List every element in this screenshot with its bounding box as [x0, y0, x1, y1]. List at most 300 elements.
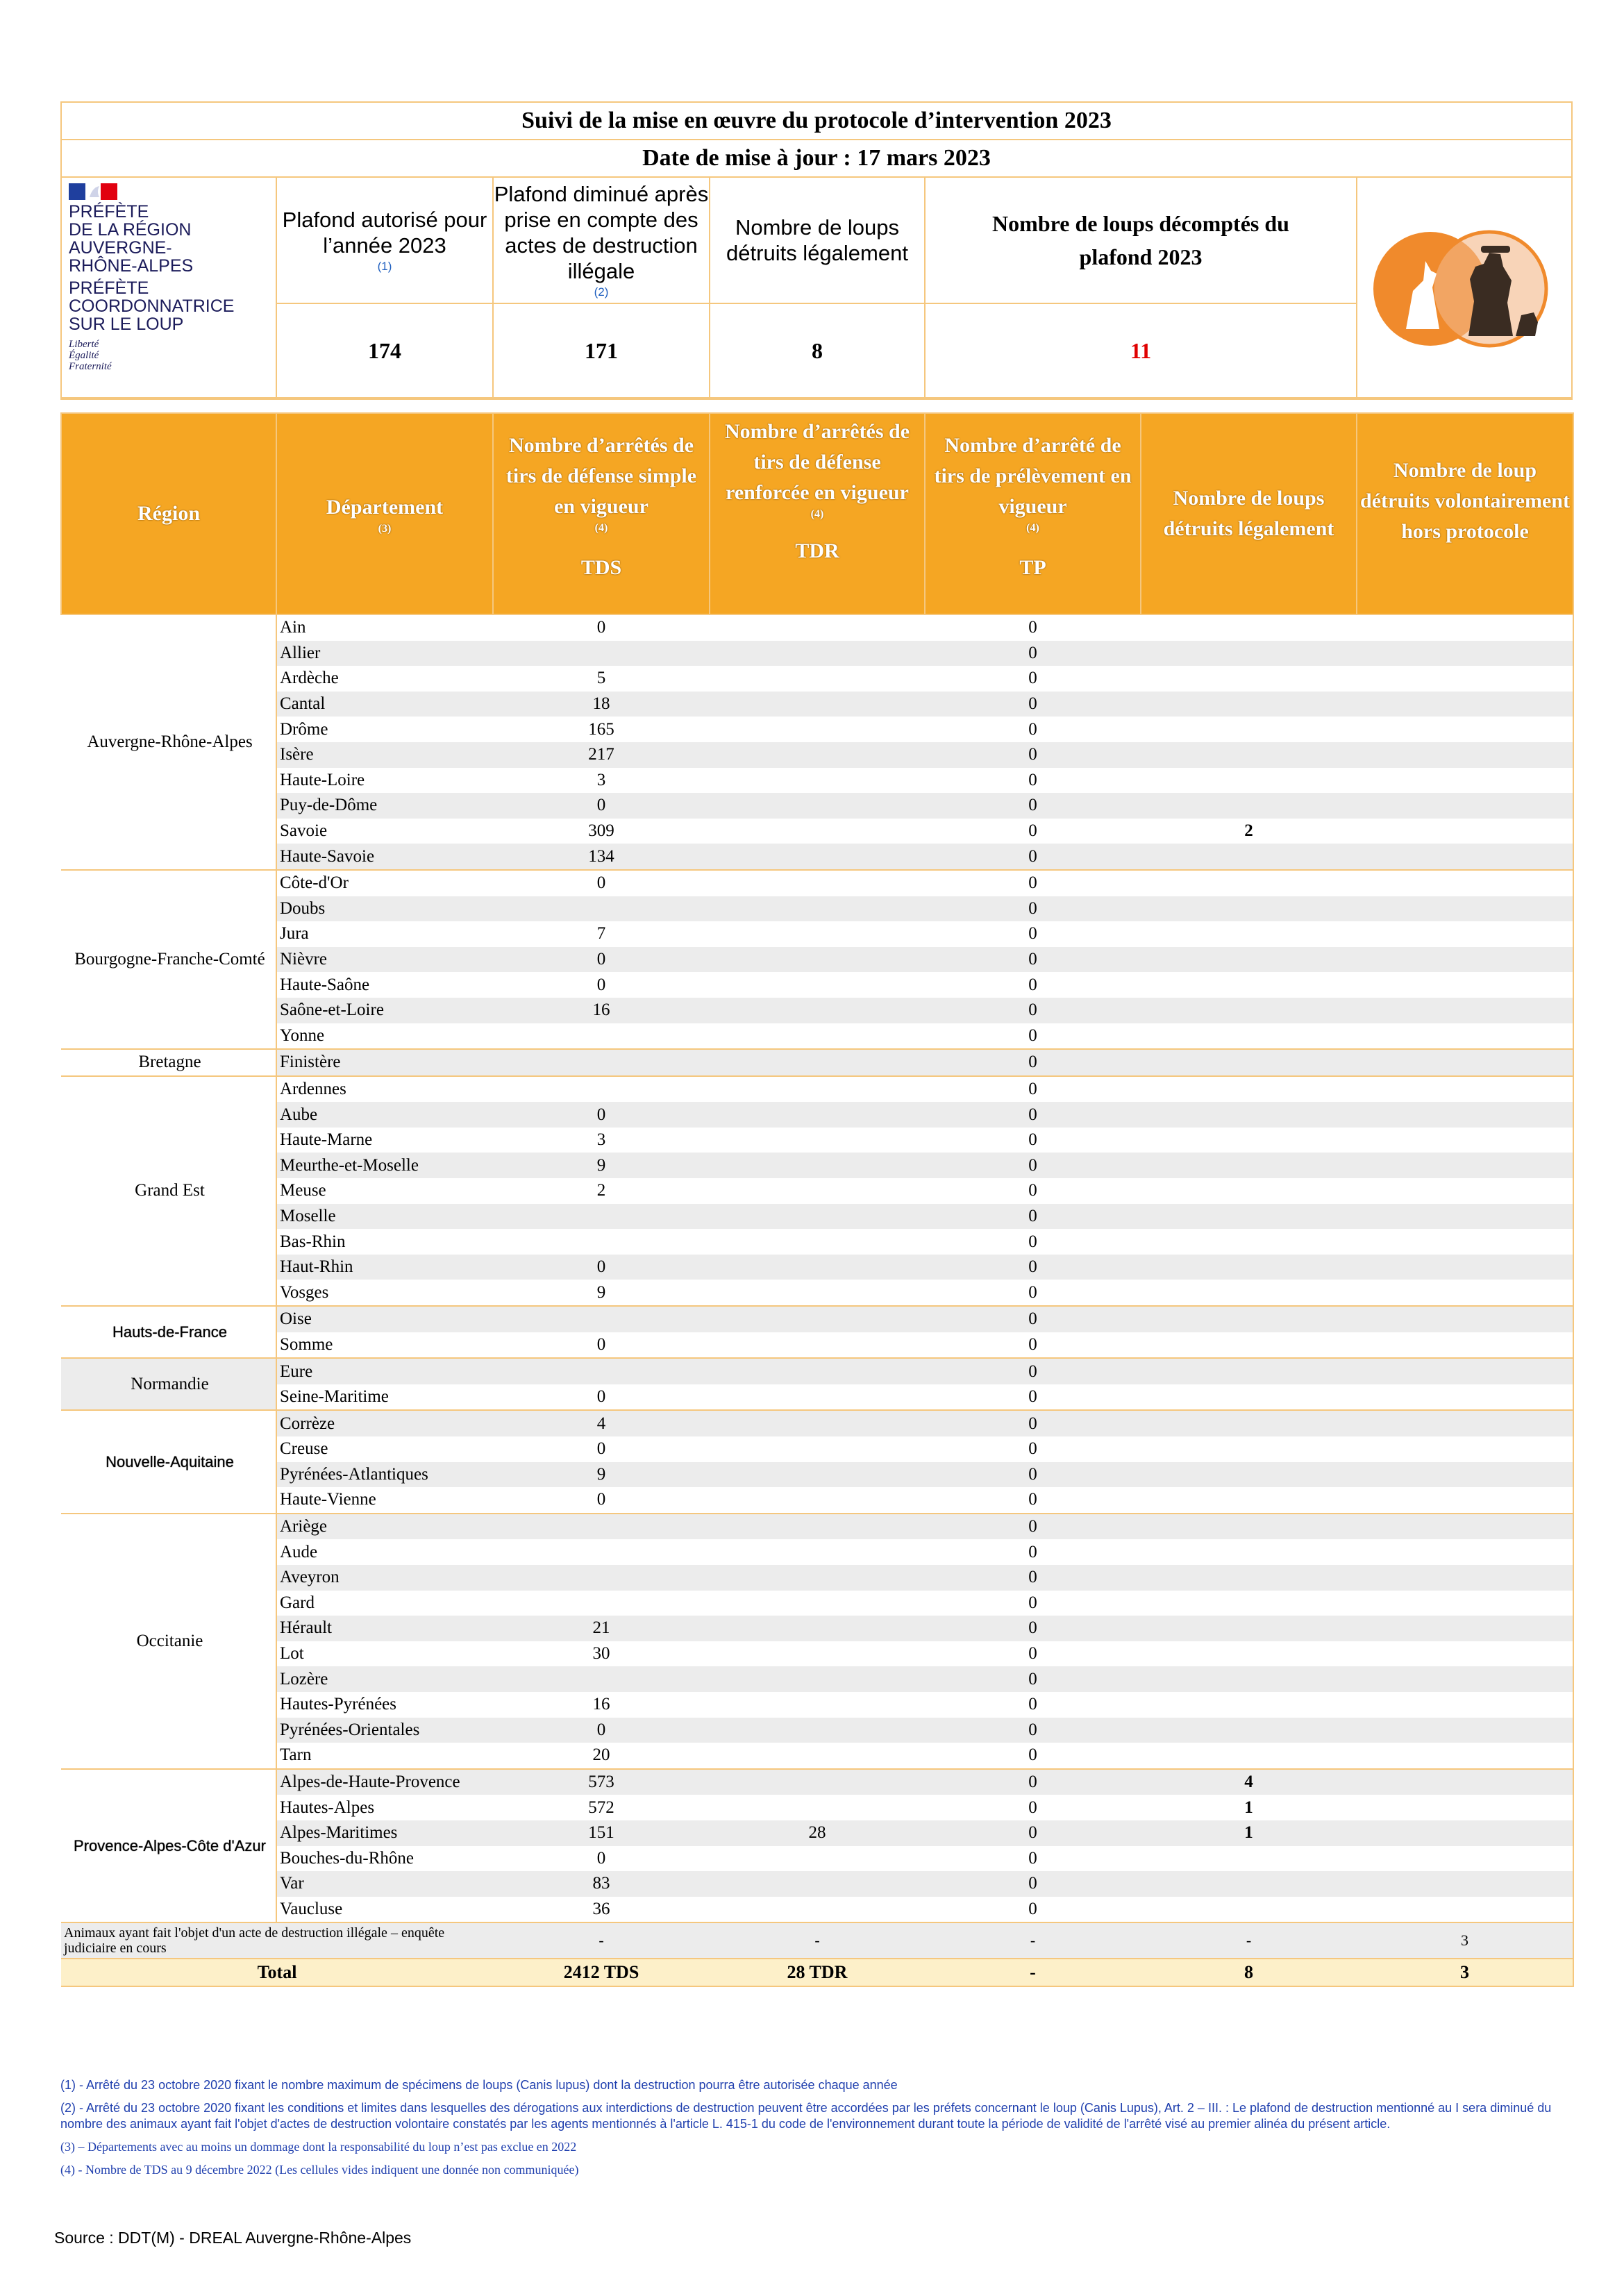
tp-cell: 0: [1028, 770, 1037, 789]
tp-cell: 0: [1028, 1181, 1037, 1200]
tp-cell: 0: [1028, 1798, 1037, 1817]
tp-cell: 0: [925, 1255, 1141, 1280]
departement-cell: Moselle: [276, 1204, 493, 1230]
departement-cell: Tarn: [280, 1745, 312, 1765]
table-row: [61, 717, 1573, 742]
total-hors-cell: 3: [1357, 1959, 1573, 1986]
legal-cell: [1141, 1280, 1357, 1306]
loups-decomptes-header: Nombre de loups décomptés du plafond 2023: [926, 178, 1357, 304]
departement-cell: Lozère: [276, 1666, 493, 1692]
legal-cell: [1141, 1539, 1357, 1565]
tdr-cell: [710, 1795, 925, 1820]
tds-cell: 0: [493, 614, 710, 641]
departement-cell: Corrèze: [276, 1410, 493, 1436]
loups-decomptes-value: 11: [926, 304, 1357, 399]
tp-cell: 0: [925, 1076, 1141, 1103]
hors-protocole-cell: [1357, 1743, 1573, 1769]
tp-cell: 0: [925, 1514, 1141, 1540]
tds-cell: 18: [493, 692, 710, 717]
tp-cell: 0: [925, 1616, 1141, 1641]
tp-cell: 0: [1028, 821, 1037, 841]
legal-cell: [1141, 1153, 1357, 1178]
hors-protocole-cell: [1357, 819, 1573, 844]
tdr-cell: [710, 844, 925, 870]
tds-cell: 83: [493, 1871, 710, 1897]
legal-cell: [1141, 1462, 1357, 1488]
tp-cell: 0: [1028, 1025, 1037, 1045]
tds-cell: [493, 1049, 710, 1076]
departement-cell: Hautes-Pyrénées: [280, 1695, 396, 1714]
hors-protocole-cell: [1357, 1514, 1573, 1540]
table-row: [61, 1358, 1573, 1384]
tp-cell: 0: [1028, 1644, 1037, 1664]
departement-cell: Var: [276, 1871, 493, 1897]
tdr-cell: [710, 793, 925, 819]
departement-cell: Ardennes: [276, 1076, 493, 1103]
tp-cell: 0: [1028, 1490, 1037, 1509]
tdr-cell: [710, 947, 925, 973]
total-legal-cell: 8: [1141, 1959, 1357, 1986]
tds-cell: 9: [596, 1282, 606, 1302]
table-row: [61, 1487, 1573, 1514]
hors-protocole-cell: [1357, 1204, 1573, 1230]
hors-protocole-cell: [1357, 896, 1573, 922]
tds-cell: 0: [493, 1718, 710, 1743]
legal-cell: [1141, 947, 1357, 973]
legal-cell: [1141, 1487, 1357, 1514]
footnote-1: (1) - Arrêté du 23 octobre 2020 fixant le nombre maximum de spécimens de loups (Canis lupus) dont la destruction pourra être autorisée chaque année: [60, 2078, 898, 2092]
total-label: Total: [61, 1959, 493, 1986]
table-row: [61, 1436, 1573, 1462]
tdr-cell: [710, 1049, 925, 1076]
table-row: [61, 1718, 1573, 1743]
tds-cell: 16: [493, 998, 710, 1023]
table-body: [61, 614, 1573, 1986]
table-row: [61, 614, 1573, 641]
tdr-cell: [710, 1718, 925, 1743]
header-legal: Nombre de loups détruits légalement: [1141, 413, 1357, 614]
legal-cell: [1141, 998, 1357, 1023]
tds-cell: 16: [592, 1695, 610, 1714]
tp-cell: 0: [1028, 1334, 1037, 1354]
table-row: [61, 1229, 1573, 1255]
tdr-cell: [710, 1153, 925, 1178]
tds-cell: 0: [596, 1439, 606, 1459]
hors-protocole-cell: [1357, 1487, 1573, 1514]
tds-cell: [493, 1565, 710, 1591]
tp-cell: 0: [925, 998, 1141, 1023]
tdr-cell: [710, 1128, 925, 1153]
legal-cell: [1141, 1514, 1357, 1540]
tdr-cell: [710, 1280, 925, 1306]
header-tds: Nombre d’arrêtés de tirs de défense simple en vigueur (4) TDS: [493, 413, 710, 614]
footnote-2: (2) - Arrêté du 23 octobre 2020 fixant les conditions et limites dans lesquelles des dérogations aux interdictions de destruction peuvent être accordées par les préfets concernant le loup (Canis Lupus), Art. 2 – III. : Le plafond de destruction mentionné au I sera diminué du nombre des animaux ayant fait l'objet d'actes de destruction volontaire constatés par les agents mentionnés à l'article L. 415-1 du code de l'environnement durant toute la période de validité de l'arrêté visé au premier alinéa du présent article.: [60, 2101, 1552, 2131]
departement-cell: Haute-Saône: [280, 975, 370, 994]
departement-cell: Bas-Rhin: [280, 1232, 346, 1251]
tdr-cell: [710, 1769, 925, 1795]
hors-protocole-cell: [1357, 1692, 1573, 1718]
hors-protocole-cell: [1357, 1795, 1573, 1820]
tds-cell: 0: [493, 870, 710, 896]
prefecture-logo: [62, 178, 277, 399]
legal-cell: 4: [1141, 1769, 1357, 1795]
loups-detruits-value: 8: [710, 304, 926, 399]
wolf-illustration: [1357, 178, 1573, 399]
tds-cell: 7: [596, 924, 606, 944]
departement-cell: Ardèche: [280, 669, 339, 688]
legal-cell: [1141, 614, 1357, 641]
tdr-cell: [710, 1897, 925, 1923]
tdr-cell: [710, 1743, 925, 1769]
summary-header: [60, 101, 1573, 400]
tds-cell: 3: [596, 770, 606, 789]
hors-protocole-cell: [1357, 1718, 1573, 1743]
departement-cell: Yonne: [280, 1025, 325, 1045]
illegal-hors-cell: 3: [1357, 1922, 1573, 1959]
hors-protocole-cell: [1357, 1871, 1573, 1897]
logo-line: PRÉFÈTE: [69, 278, 149, 298]
logo-line: PRÉFÈTE: [69, 202, 149, 221]
departement-cell: Haute-Marne: [280, 1130, 373, 1150]
tp-cell: 0: [1028, 719, 1037, 739]
tdr-cell: [710, 1358, 925, 1384]
illegal-row-label: Animaux ayant fait l'objet d'un acte de destruction illégale – enquête judiciaire en cours: [61, 1922, 493, 1959]
tdr-cell: [710, 819, 925, 844]
hors-protocole-cell: [1357, 947, 1573, 973]
tp-cell: 0: [925, 793, 1141, 819]
source-line: Source : DDT(M) - DREAL Auvergne-Rhône-Alpes: [54, 2229, 412, 2247]
legal-cell: [1141, 1846, 1357, 1872]
departement-cell: Creuse: [280, 1439, 328, 1459]
total-row: [61, 1959, 1573, 1986]
table-row: [61, 666, 1573, 692]
tds-cell: 309: [588, 821, 614, 841]
table-row: [61, 1049, 1573, 1076]
table-row: [61, 1871, 1573, 1897]
tp-cell: 0: [1028, 1232, 1037, 1251]
table-row: [61, 819, 1573, 844]
tds-cell: [493, 896, 710, 922]
legal-cell: [1141, 1229, 1357, 1255]
tdr-cell: [710, 1102, 925, 1128]
tds-cell: 572: [588, 1798, 614, 1817]
hors-protocole-cell: [1357, 870, 1573, 896]
departement-cell: Doubs: [276, 896, 493, 922]
illegal-tdr-cell: -: [710, 1922, 925, 1959]
departement-cell: Aude: [280, 1542, 318, 1561]
hors-protocole-cell: [1357, 1049, 1573, 1076]
logo-line: RHÔNE-ALPES: [69, 256, 194, 276]
tdr-cell: [710, 692, 925, 717]
departement-cell: Bouches-du-Rhône: [280, 1848, 415, 1868]
logo-motto: [69, 339, 112, 372]
tdr-cell: [710, 1384, 925, 1411]
table-row: [61, 1280, 1573, 1306]
table-row: [61, 1897, 1573, 1923]
table-row: [61, 896, 1573, 922]
table-row: [61, 1076, 1573, 1103]
departement-cell: Meuse: [280, 1181, 326, 1200]
tdr-cell: [710, 896, 925, 922]
table-row: [61, 793, 1573, 819]
hors-protocole-cell: [1357, 1384, 1573, 1411]
region-cell: Nouvelle-Aquitaine: [61, 1410, 276, 1513]
tdr-cell: [710, 870, 925, 896]
tdr-cell: [710, 717, 925, 742]
hors-protocole-cell: [1357, 742, 1573, 768]
logo-line: COORDONNATRICE: [69, 296, 235, 316]
header-hors-protocole: Nombre de loup détruits volontairement hors protocole: [1357, 413, 1573, 614]
table-row: [61, 921, 1573, 947]
tds-cell: 165: [588, 719, 614, 739]
departement-cell: Savoie: [280, 821, 328, 841]
legal-cell: [1141, 1178, 1357, 1204]
tp-cell: 0: [925, 1049, 1141, 1076]
departement-cell: Isère: [276, 742, 493, 768]
illegal-tds-cell: -: [493, 1922, 710, 1959]
departement-cell: Oise: [276, 1306, 493, 1332]
departement-cell: Haute-Savoie: [276, 844, 493, 870]
hors-protocole-cell: [1357, 972, 1573, 998]
tdr-cell: [710, 1487, 925, 1514]
table-row: [61, 1616, 1573, 1641]
legal-cell: [1141, 972, 1357, 998]
tdr-cell: [710, 1514, 925, 1540]
table-row: [61, 870, 1573, 896]
departement-cell: Puy-de-Dôme: [276, 793, 493, 819]
legal-cell: [1141, 1591, 1357, 1616]
table-row: [61, 1591, 1573, 1616]
region-cell: Bourgogne-Franche-Comté: [61, 870, 276, 1049]
hors-protocole-cell: [1357, 666, 1573, 692]
departement-cell: Jura: [280, 924, 309, 944]
tp-cell: 0: [925, 1358, 1141, 1384]
legal-cell: [1141, 1718, 1357, 1743]
region-cell: Hauts-de-France: [61, 1306, 276, 1358]
tp-cell: 0: [1028, 1130, 1037, 1150]
hors-protocole-cell: [1357, 1616, 1573, 1641]
tds-cell: 21: [493, 1616, 710, 1641]
legal-cell: 2: [1244, 821, 1253, 841]
logo-line: AUVERGNE-: [69, 238, 172, 258]
hors-protocole-cell: [1357, 1820, 1573, 1846]
departement-cell: Saône-et-Loire: [276, 998, 493, 1023]
logo-motto-line: Égalité: [69, 350, 99, 361]
hors-protocole-cell: [1357, 1332, 1573, 1359]
tds-cell: 3: [596, 1130, 606, 1150]
legal-cell: [1141, 1871, 1357, 1897]
tp-cell: 0: [925, 844, 1141, 870]
tp-cell: 0: [925, 947, 1141, 973]
tdr-cell: [710, 1692, 925, 1718]
departement-cell: Drôme: [280, 719, 328, 739]
tp-cell: 0: [925, 1153, 1141, 1178]
departement-cell: Vaucluse: [280, 1899, 343, 1918]
tds-cell: [493, 1306, 710, 1332]
region-cell: Occitanie: [61, 1514, 276, 1769]
table-row: [61, 1539, 1573, 1565]
hors-protocole-cell: [1357, 1641, 1573, 1667]
marianne-flag-icon: [69, 183, 117, 200]
departement-cell: Alpes-de-Haute-Provence: [276, 1769, 493, 1795]
departement-cell: Gard: [280, 1593, 315, 1612]
tdr-cell: [710, 1332, 925, 1359]
tp-cell: 0: [1028, 1387, 1037, 1407]
tds-cell: 0: [493, 1255, 710, 1280]
tp-cell: 0: [1028, 924, 1037, 944]
header-region: Région: [61, 413, 276, 614]
departement-cell: Alpes-Maritimes: [276, 1820, 493, 1846]
total-tdr-cell: 28 TDR: [710, 1959, 925, 1986]
tds-cell: 9: [493, 1153, 710, 1178]
tdr-cell: [710, 1076, 925, 1103]
plafond-diminue-header: Plafond diminué après prise en compte des actes de destruction illégale (2): [494, 178, 710, 304]
illegal-tp-cell: -: [925, 1922, 1141, 1959]
interventions-table: [60, 412, 1574, 1987]
document-title: Suivi de la mise en œuvre du protocole d’intervention 2023: [62, 103, 1571, 140]
tds-cell: 217: [493, 742, 710, 768]
logo-line: SUR LE LOUP: [69, 315, 184, 334]
legal-cell: [1141, 1255, 1357, 1280]
region-cell: Normandie: [61, 1358, 276, 1410]
tds-cell: 0: [596, 1490, 606, 1509]
hors-protocole-cell: [1357, 1153, 1573, 1178]
table-row: [61, 1514, 1573, 1540]
tp-cell: 0: [925, 1102, 1141, 1128]
table-row: [61, 1846, 1573, 1872]
hors-protocole-cell: [1357, 768, 1573, 794]
tp-cell: 0: [925, 614, 1141, 641]
departement-cell: Cantal: [276, 692, 493, 717]
departement-cell: Aube: [276, 1102, 493, 1128]
departement-cell: Finistère: [276, 1049, 493, 1076]
hors-protocole-cell: [1357, 1539, 1573, 1565]
legal-cell: [1141, 1358, 1357, 1384]
tds-cell: 134: [493, 844, 710, 870]
table-row: [61, 1128, 1573, 1153]
legal-cell: [1141, 1641, 1357, 1667]
departement-cell: Haut-Rhin: [276, 1255, 493, 1280]
tp-cell: 0: [925, 1871, 1141, 1897]
hors-protocole-cell: [1357, 1591, 1573, 1616]
departement-cell: Hautes-Alpes: [280, 1798, 375, 1817]
tp-cell: 0: [1028, 1282, 1037, 1302]
departement-cell: Vosges: [280, 1282, 329, 1302]
tds-cell: [493, 1076, 710, 1103]
departement-cell: Allier: [276, 641, 493, 667]
hors-protocole-cell: [1357, 1229, 1573, 1255]
hors-protocole-cell: [1357, 1255, 1573, 1280]
legal-cell: [1141, 1128, 1357, 1153]
hors-protocole-cell: [1357, 921, 1573, 947]
tds-cell: 5: [596, 669, 606, 688]
plafond-autorise-header: Plafond autorisé pour l’année 2023 (1): [277, 178, 494, 304]
hors-protocole-cell: [1357, 1102, 1573, 1128]
table-row: [61, 1410, 1573, 1436]
tds-cell: 0: [493, 793, 710, 819]
legal-cell: 1: [1141, 1820, 1357, 1846]
tp-cell: 0: [925, 896, 1141, 922]
tdr-cell: [710, 1539, 925, 1565]
tdr-cell: [710, 1846, 925, 1872]
table-row: [61, 768, 1573, 794]
table-row: [61, 1102, 1573, 1128]
tds-cell: [493, 641, 710, 667]
header-tdr: Nombre d’arrêtés de tirs de défense renforcée en vigueur (4) TDR: [710, 413, 925, 614]
tdr-cell: 28: [710, 1820, 925, 1846]
table-row: [61, 1178, 1573, 1204]
hors-protocole-cell: [1357, 793, 1573, 819]
legal-cell: [1141, 1565, 1357, 1591]
departement-cell: Haute-Loire: [280, 770, 365, 789]
departement-cell: Ain: [276, 614, 493, 641]
table-row: [61, 1255, 1573, 1280]
table-row: [61, 1641, 1573, 1667]
legal-cell: [1141, 1743, 1357, 1769]
hors-protocole-cell: [1357, 1358, 1573, 1384]
departement-cell: Aveyron: [276, 1565, 493, 1591]
hors-protocole-cell: [1357, 1462, 1573, 1488]
legal-cell: [1141, 1049, 1357, 1076]
hors-protocole-cell: [1357, 1769, 1573, 1795]
tds-cell: 9: [493, 1462, 710, 1488]
illegal-destruction-row: [61, 1922, 1573, 1959]
tp-cell: 0: [1028, 1542, 1037, 1561]
hors-protocole-cell: [1357, 614, 1573, 641]
tds-cell: 2: [596, 1181, 606, 1200]
table-row: [61, 844, 1573, 870]
update-date: Date de mise à jour : 17 mars 2023: [62, 140, 1571, 178]
table-header-row: [61, 413, 1573, 614]
table-row: [61, 1666, 1573, 1692]
tp-cell: 0: [925, 1666, 1141, 1692]
tdr-cell: [710, 921, 925, 947]
departement-cell: Meurthe-et-Moselle: [276, 1153, 493, 1178]
table-row: [61, 1565, 1573, 1591]
legal-cell: [1141, 1023, 1357, 1050]
legal-cell: [1141, 1306, 1357, 1332]
table-row: [61, 998, 1573, 1023]
departement-cell: Ariège: [276, 1514, 493, 1540]
tdr-cell: [710, 972, 925, 998]
legal-cell: [1141, 1410, 1357, 1436]
hors-protocole-cell: [1357, 998, 1573, 1023]
table-row: [61, 742, 1573, 768]
tds-cell: 4: [493, 1410, 710, 1436]
tds-cell: 0: [596, 1848, 606, 1868]
table-row: [61, 692, 1573, 717]
tp-cell: 0: [1028, 975, 1037, 994]
tds-cell: 573: [493, 1769, 710, 1795]
tdr-cell: [710, 666, 925, 692]
legal-cell: [1141, 896, 1357, 922]
tp-cell: 0: [925, 1718, 1141, 1743]
hors-protocole-cell: [1357, 641, 1573, 667]
tds-cell: 0: [596, 1334, 606, 1354]
hors-protocole-cell: [1357, 1076, 1573, 1103]
region-cell: Grand Est: [61, 1076, 276, 1306]
hors-protocole-cell: [1357, 1023, 1573, 1050]
legal-cell: [1141, 641, 1357, 667]
legal-cell: [1141, 1692, 1357, 1718]
tds-cell: 0: [493, 947, 710, 973]
departement-cell: Lot: [280, 1644, 304, 1664]
logo-motto-line: Fraternité: [69, 361, 112, 372]
loups-detruits-header: Nombre de loups détruits légalement: [710, 178, 926, 304]
tdr-cell: [710, 742, 925, 768]
tds-cell: [493, 1666, 710, 1692]
tds-cell: [493, 1023, 710, 1050]
